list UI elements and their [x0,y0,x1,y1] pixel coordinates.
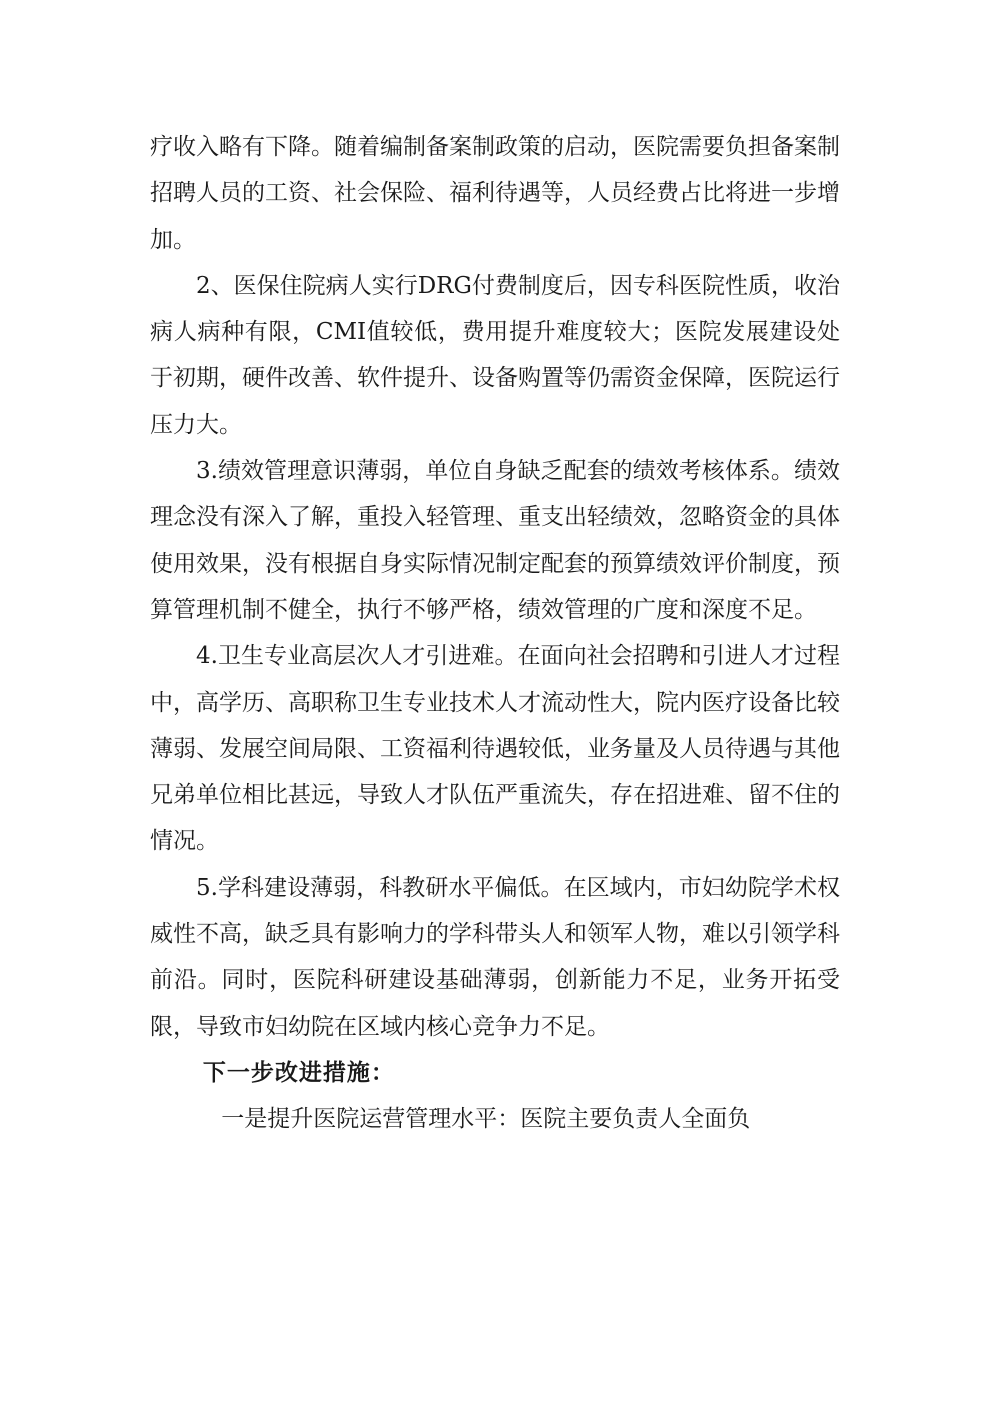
paragraph-measure-1: 一是提升医院运营管理水平：医院主要负责人全面负 [221,1106,751,1133]
paragraph-item-5: 5.学科建设薄弱，科教研水平偏低。在区域内，市妇幼院学术权威性不高，缺乏具有影响力的学科带头人和领军人物，难以引领学科前沿。同时，医院科研建设基础薄弱，创新能力不足，业务开拓受限，导致市妇幼院在区域内核心竞争力不足。 [150,874,840,1040]
section-heading: 下一步改进措施： [202,1059,395,1086]
paragraph-item-3: 3.绩效管理意识薄弱，单位自身缺乏配套的绩效考核体系。绩效理念没有深入了解，重投入轻管理、重支出轻绩效，忽略资金的具体使用效果，没有根据自身实际情况制定配套的预算绩效评价制度，预算管理机制不健全，执行不够严格，绩效管理的广度和深度不足。 [150,458,840,623]
paragraph-item-2: 2、医保住院病人实行DRG付费制度后，因专科医院性质，收治病人病种有限，CMI值较低，费用提升难度较大；医院发展建设处于初期，硬件改善、软件提升、设备购置等仍需资金保障，医院运行压力大。 [150,272,840,438]
document-body [150,124,840,1143]
paragraph-continuation: 疗收入略有下降。随着编制备案制政策的启动，医院需要负担备案制招聘人员的工资、社会保险、福利待遇等，人员经费占比将进一步增加。 [150,134,840,253]
paragraph-item-4: 4.卫生专业高层次人才引进难。在面向社会招聘和引进人才过程中，高学历、高职称卫生专业技术人才流动性大，院内医疗设备比较薄弱、发展空间局限、工资福利待遇较低，业务量及人员待遇与其他兄弟单位相比甚远，导致人才队伍严重流失，存在招进难、留不住的情况。 [150,643,840,855]
